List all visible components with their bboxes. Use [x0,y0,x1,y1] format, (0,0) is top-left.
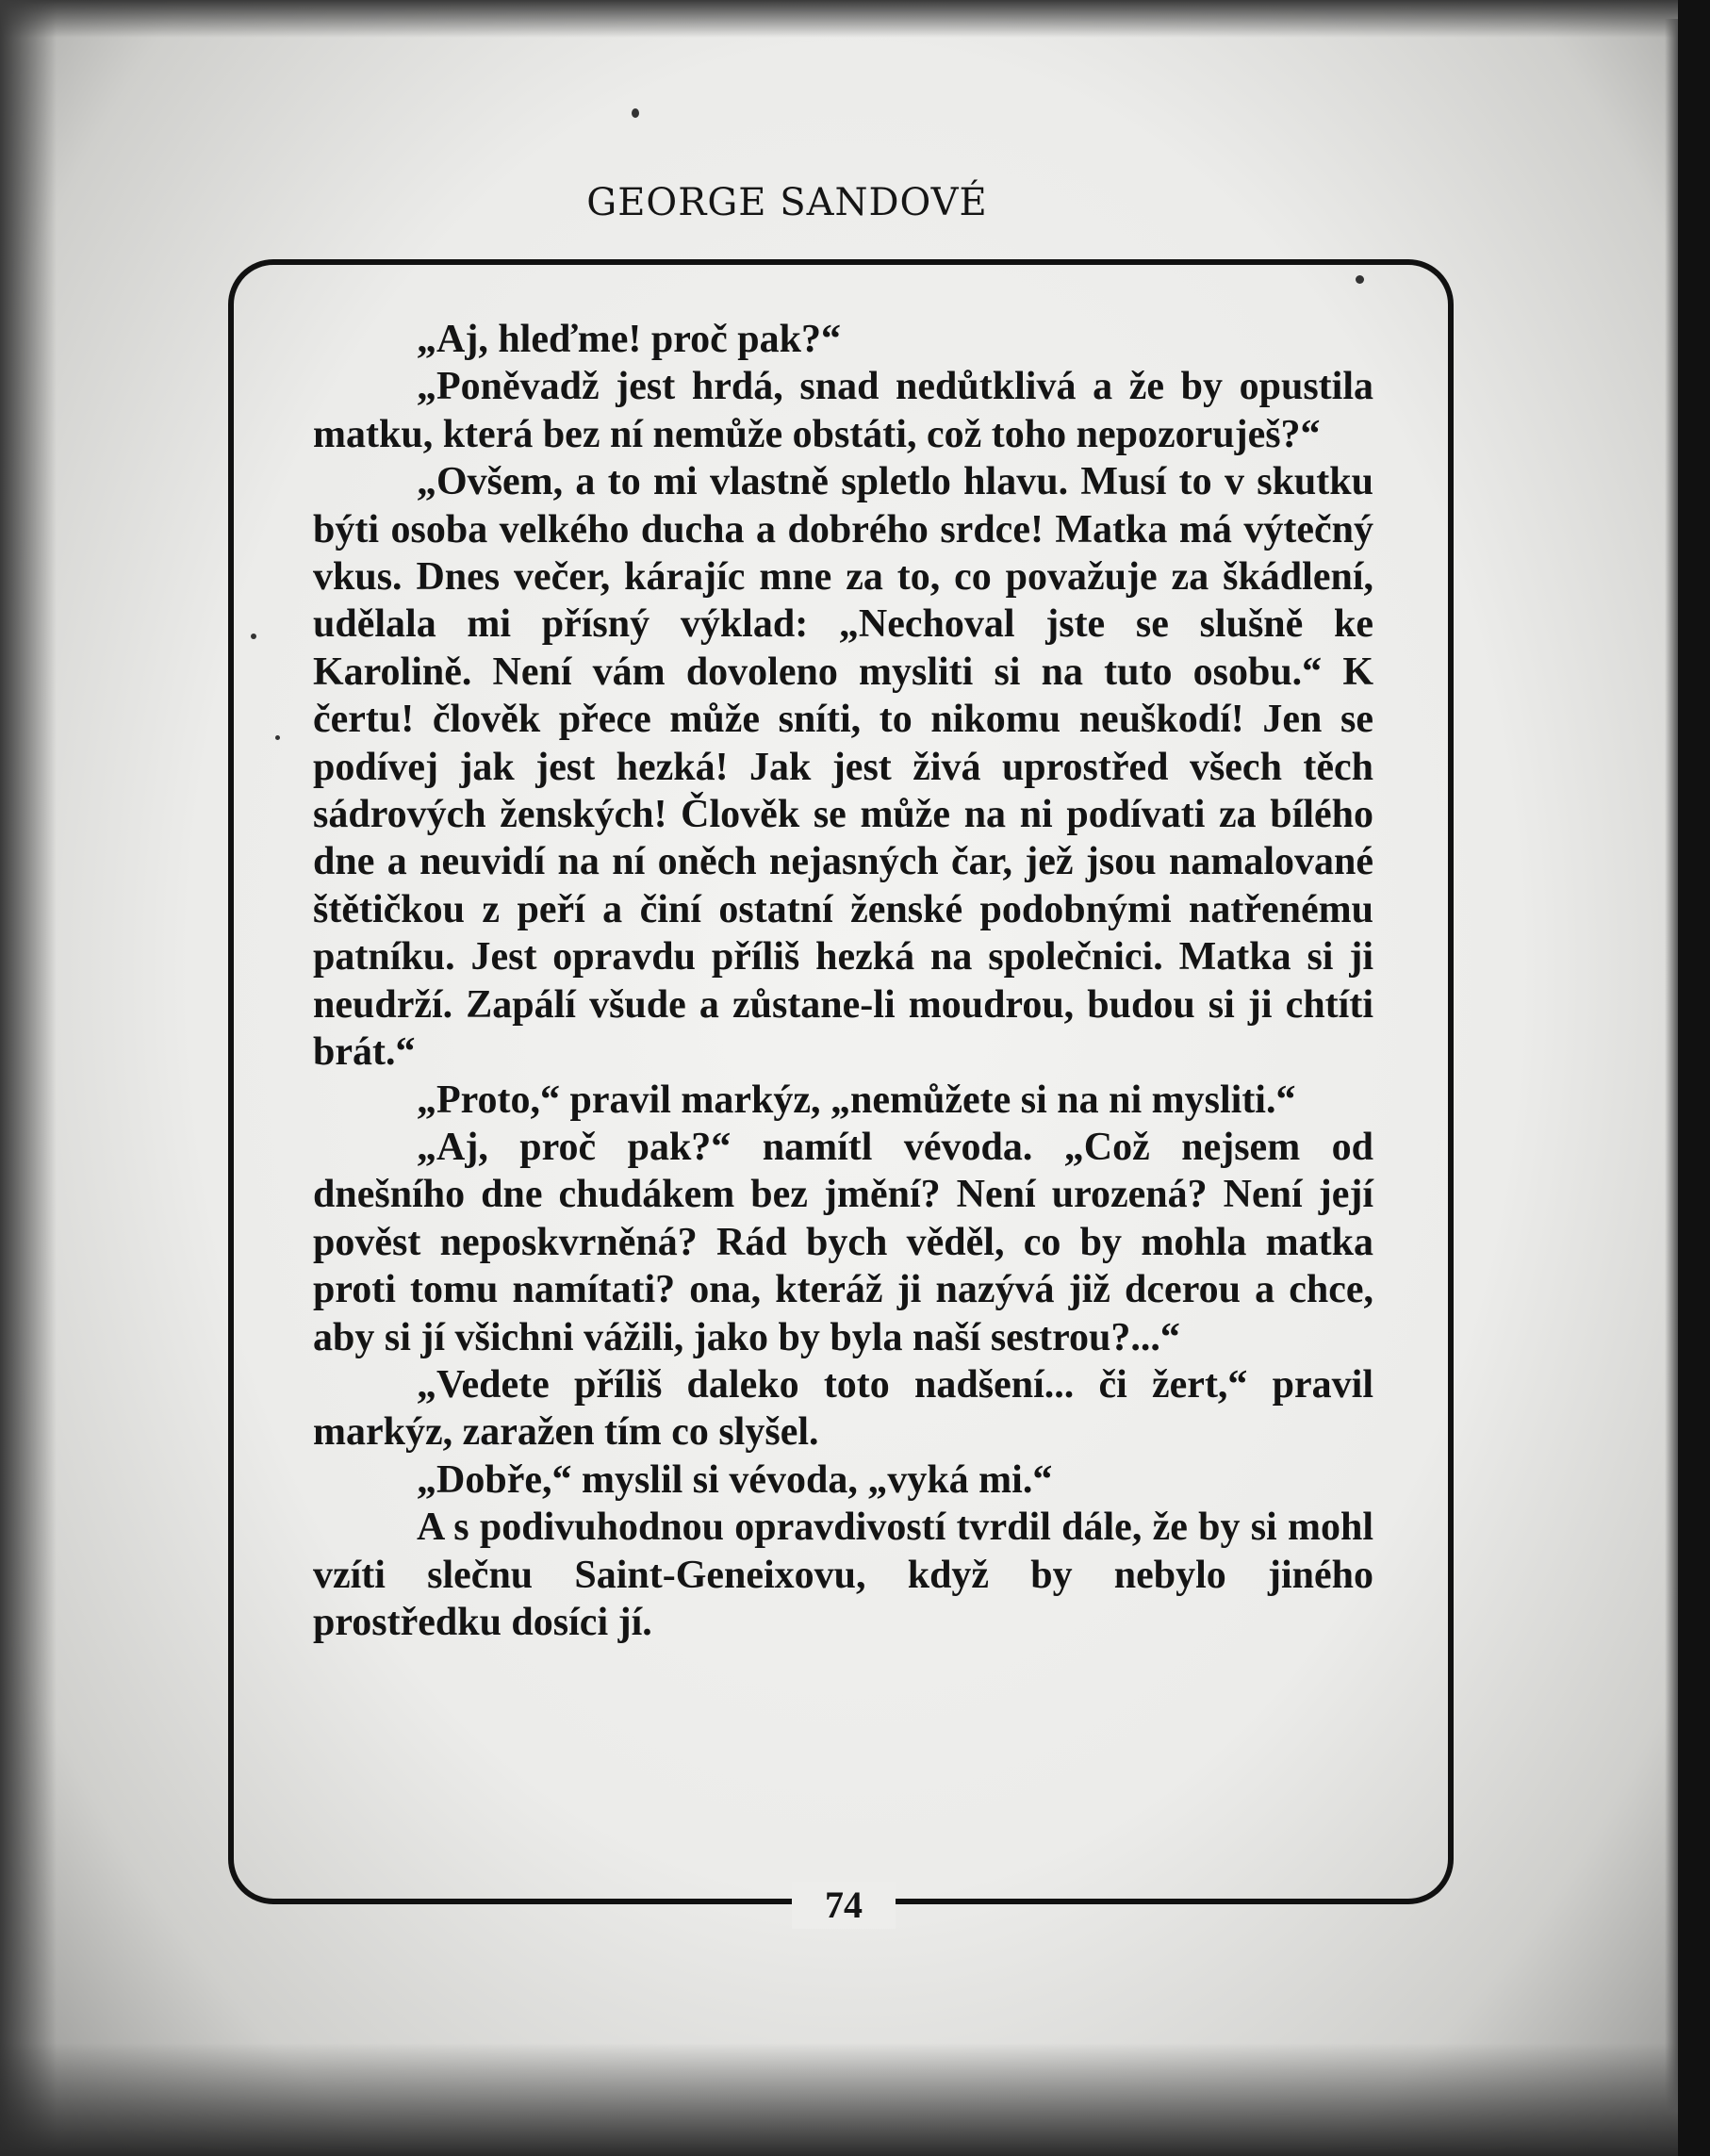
scan-shadow-left [0,0,57,2156]
paragraph: A s podivuhodnou opravdivostí tvrdil dále, že by si mohl vzíti slečnu Saint-Geneixovu, když by nebylo jiného prostředku dosíci jí. [313,1506,1373,1644]
page-number-box [792,1882,896,1929]
scan-shadow-bottom [0,2043,1710,2156]
scan-border-right [1678,0,1710,2156]
scan-speck [632,108,639,118]
paragraph: „Vedete příliš daleko toto nadšení... či žert,“ pravil markýz, zaražen tím co slyšel. [313,1362,1373,1455]
page-number: 74 [825,1884,863,1926]
paragraph: „Poněvadž jest hrdá, snad nedůtklivá a že by opustila matku, která bez ní nemůže obstáti, což toho nepozoruješ?“ [313,365,1373,456]
body-text [313,316,1373,1646]
paragraph: „Dobře,“ myslil si vévoda, „vyká mi.“ [417,1457,1053,1502]
paragraph: „Proto,“ pravil markýz, „nemůžete si na ni mysliti.“ [417,1078,1296,1122]
scan-shadow-right [1665,19,1678,2112]
running-head: GEORGE SANDOVÉ [586,181,988,224]
scan-shadow-top [0,0,1710,38]
paragraph: „Aj, proč pak?“ namítl vévoda. „Což nejsem od dnešního dne chudákem bez jmění? Není urozená? Není její pověst neposkvrněná? Rád bych věděl, co by mohla matka proti tomu namítati? ona, kteráž ji nazývá již dcerou a chce, aby si jí všichni vážili, jako by byla naší sestrou?...“ [313,1125,1373,1359]
paragraph: „Ovšem, a to mi vlastně spletlo hlavu. Musí to v skutku býti osoba velkého ducha a dobrého srdce! Matka má výtečný vkus. Dnes večer, kárajíc mne za to, co považuje za škádlení, udělala mi přísný výklad: „Nechoval jste se slušně ke Karolině. Není vám dovoleno mysliti si na tuto osobu.“ K čertu! člověk přece může sníti, to nikomu neuškodí! Jen se podívej jak jest hezká! Jak jest živá uprostřed všech těch sádrových ženských! Člověk se může na ni podívati za bílého dne a neuvidí na ní oněch nejasných čar, jež jsou namalované štětičkou z peří a činí ostatní ženské podobnými natřenému patníku. Jest opravdu příliš hezká na společnici. Matka si ji neudrží. Zapálí všude a zůstane-li moudrou, budou si ji chtíti brát.“ [313,460,1373,1075]
paragraph: „Aj, hleďme! proč pak?“ [417,318,842,361]
